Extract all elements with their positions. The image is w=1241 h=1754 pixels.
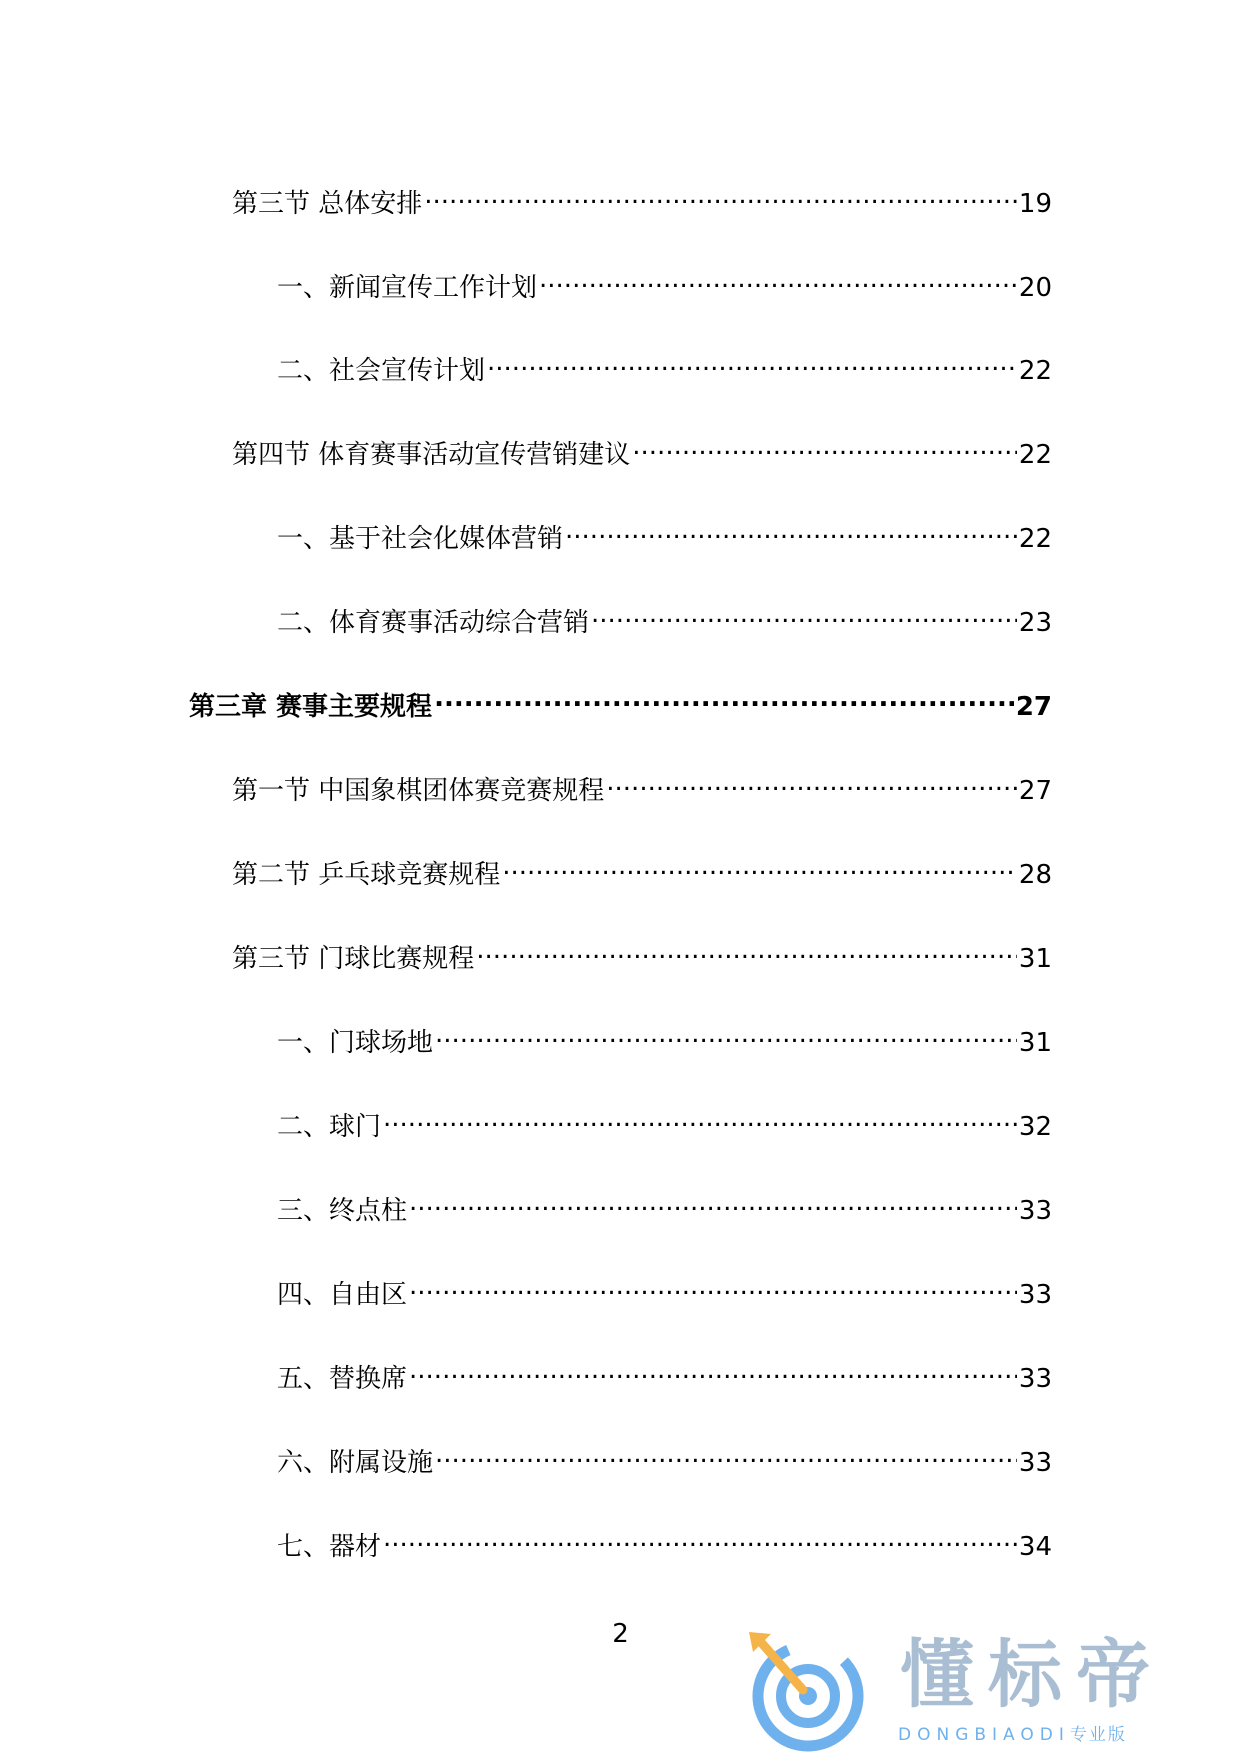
toc-entry-label: 二、球门 [277,1112,382,1142]
toc-entry[interactable] [277,345,1052,386]
toc-entry[interactable] [277,1185,1052,1226]
toc-chapter-entry[interactable] [189,681,1052,722]
toc-entry-label: 六、附属设施 [277,1448,434,1478]
watermark-subtitle-tag: 专业版 [1069,1725,1127,1745]
toc-entry-label: 第三节 总体安排 [232,189,423,219]
toc-leader-dots [383,1101,1017,1135]
toc-entry[interactable] [277,1269,1052,1310]
target-arrow-icon [745,1628,870,1754]
page-number: 2 [612,1619,629,1649]
toc-entry[interactable] [277,262,1052,303]
toc-entry-label: 一、门球场地 [277,1028,434,1058]
toc-entry-label: 七、器材 [277,1532,382,1562]
toc-entry-label: 二、社会宣传计划 [277,356,486,386]
toc-entry-page: 33 [1018,1448,1052,1478]
toc-entry-label: 一、基于社会化媒体营销 [277,524,564,554]
toc-leader-dots [476,933,1017,967]
toc-entry-page: 28 [1018,860,1052,890]
toc-entry-page: 19 [1018,189,1052,219]
toc-leader-dots [435,1437,1017,1471]
toc-entry[interactable] [232,849,1052,890]
toc-entry[interactable] [232,178,1052,219]
toc-entry-page: 20 [1018,273,1052,303]
toc-leader-dots [409,1353,1017,1387]
toc-leader-dots [409,1185,1017,1219]
toc-entry-page: 22 [1018,440,1052,470]
toc-entry[interactable] [277,1353,1052,1394]
toc-entry[interactable] [232,429,1052,470]
toc-leader-dots [539,262,1017,296]
toc-entry[interactable] [277,1521,1052,1562]
toc-entry[interactable] [232,765,1052,806]
toc-entry-label: 第四节 体育赛事活动宣传营销建议 [232,440,631,470]
toc-entry-label: 第三章 赛事主要规程 [189,692,433,722]
toc-entry[interactable] [277,1017,1052,1058]
toc-entry-page: 33 [1018,1364,1052,1394]
toc-entry-label: 二、体育赛事活动综合营销 [277,608,590,638]
toc-entry-page: 31 [1018,1028,1052,1058]
toc-entry-page: 27 [1015,692,1052,722]
toc-entry-label: 第三节 门球比赛规程 [232,944,475,974]
toc-entry-label: 三、终点柱 [277,1196,408,1226]
watermark-subtitle-latin: DONGBIAODI [898,1725,1070,1745]
toc-entry[interactable] [277,1101,1052,1142]
toc-entry-page: 33 [1018,1196,1052,1226]
toc-entry-page: 34 [1018,1532,1052,1562]
watermark-subtitle [898,1724,1127,1746]
toc-entry-page: 23 [1018,608,1052,638]
toc-entry-label: 四、自由区 [277,1280,408,1310]
toc-entry-page: 22 [1018,524,1052,554]
watermark-brand: 懂标帝 [900,1632,1164,1718]
toc-leader-dots [487,345,1017,379]
toc-leader-dots [591,597,1017,631]
toc-entry-label: 五、替换席 [277,1364,408,1394]
toc-leader-dots [383,1521,1017,1555]
toc-leader-dots [434,681,1014,715]
toc-entry-page: 22 [1018,356,1052,386]
toc-leader-dots [502,849,1017,883]
toc-leader-dots [435,1017,1017,1051]
toc-entry-page: 32 [1018,1112,1052,1142]
toc-entry-label: 第一节 中国象棋团体赛竞赛规程 [232,776,605,806]
toc-leader-dots [606,765,1017,799]
toc-entry-page: 31 [1018,944,1052,974]
toc-entry[interactable] [277,513,1052,554]
toc-entry-label: 一、新闻宣传工作计划 [277,273,538,303]
toc-entry-page: 27 [1018,776,1052,806]
toc-entry[interactable] [232,933,1052,974]
toc-entry[interactable] [277,1437,1052,1478]
toc-entry[interactable] [277,597,1052,638]
toc-leader-dots [632,429,1017,463]
toc-entry-label: 第二节 乒乓球竞赛规程 [232,860,501,890]
toc-leader-dots [409,1269,1017,1303]
toc-leader-dots [424,178,1017,212]
watermark [745,1628,1225,1754]
toc-leader-dots [565,513,1017,547]
toc-entry-page: 33 [1018,1280,1052,1310]
